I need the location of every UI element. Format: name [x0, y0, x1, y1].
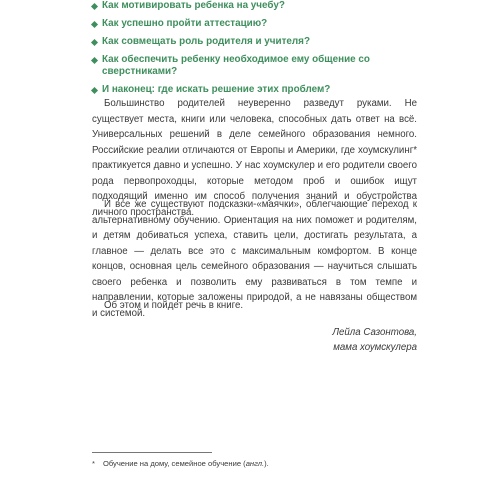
question-item: Как совмещать роль родителя и учителя?	[92, 36, 422, 48]
footnote-text-end: ).	[264, 459, 269, 468]
footnote	[92, 459, 269, 469]
signature-role: мама хоумскулера	[333, 342, 417, 353]
paragraph-intro: Большинство родителей неуверенно разведут руками. Не существует места, книги или человека, способных дать ответ на всё. Универсальных решений в деле семейного образования немного. Российские реалии отличаются от Европы и Америки, где хоумскулинг* практикуется давно и успешно. У нас хоумскулер и его родители своего рода первопроходцы, которые методом проб и ошибок ищут подходящий именно им способ получения знаний и обустройства личного пространства.	[92, 98, 417, 218]
question-list	[92, 0, 422, 102]
question-item: Как успешно пройти аттестацию?	[92, 18, 422, 30]
question-item: И наконец: где искать решение этих проблем?	[92, 84, 422, 96]
question-item: Как обеспечить ребенку необходимое ему общение со сверстниками?	[92, 54, 422, 79]
footnote-text: Обучение на дому, семейное обучение (	[102, 459, 246, 468]
question-item: Как мотивировать ребенка на учебу?	[92, 0, 422, 12]
paragraph-guidance: И все же существуют подсказки-«маячки», облегчающие переход к альтернативному обучению. Ориентация на них поможет и родителям, и детям добиваться успеха, ставить цели, достигать результата, а главное — делать все это с максимальным комфортом. В конце концов, основная цель семейного образования — научиться слышать своего ребенка и позволить ему развиваться в том темпе и направлении, которые заложены природой, а не навязаны обществом и системой.	[92, 199, 417, 319]
paragraph-closing: Об этом и пойдет речь в книге.	[104, 300, 244, 311]
footnote-divider	[92, 452, 212, 453]
footnote-language: англ.	[245, 459, 265, 468]
signature-name: Лейла Сазонтова,	[332, 327, 417, 338]
footnote-mark: *	[92, 459, 95, 468]
